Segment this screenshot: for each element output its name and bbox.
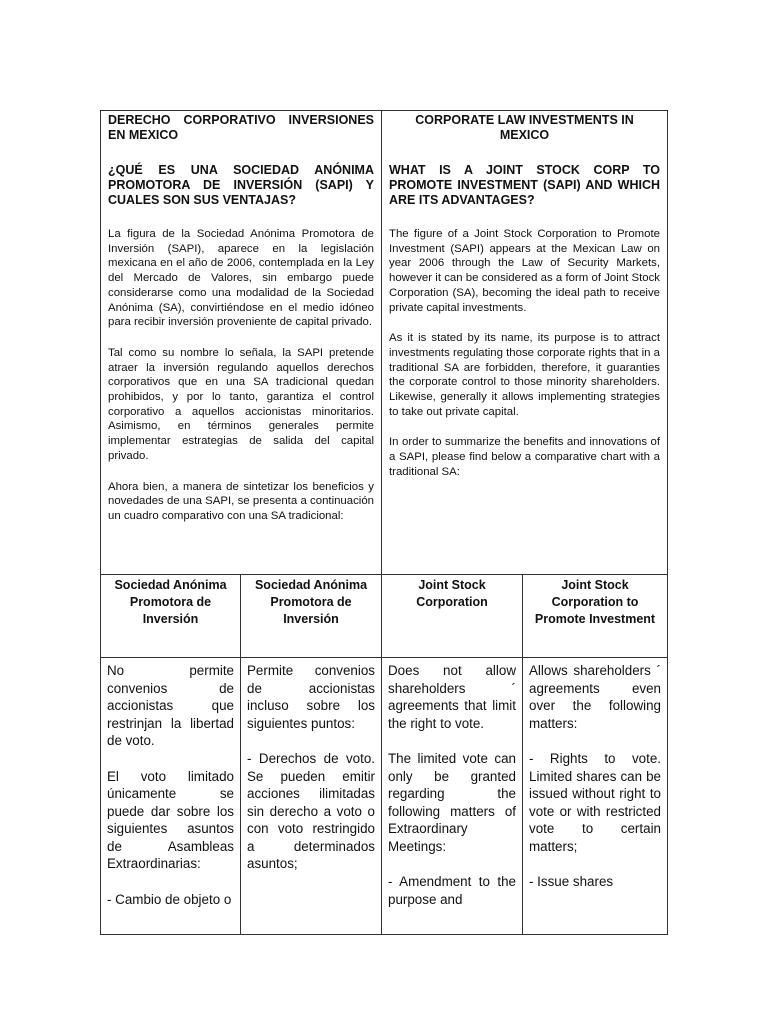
- column-header: Joint Stock Corporation: [382, 575, 523, 658]
- cell-paragraph: - Issue shares: [529, 874, 614, 889]
- table-cell: [101, 658, 241, 935]
- cell-paragraph: Allows shareholders ´ agreements even over the following matters:: [529, 663, 661, 731]
- english-title: CORPORATE LAW INVESTMENTS IN MEXICO: [415, 113, 634, 142]
- column-header: Joint Stock Corporation to Promote Investment: [523, 575, 668, 658]
- cell-paragraph: - Derechos de voto. Se pueden emitir acciones ilimitadas sin derecho a voto o con voto restringido a determinados asuntos;: [247, 751, 375, 871]
- sapi-table: [100, 110, 668, 935]
- cell-paragraph: - Cambio de objeto o: [107, 891, 232, 907]
- cell-paragraph: The limited vote can only be granted regarding the following matters of Extraordinary Meetings:: [388, 751, 516, 854]
- cell-paragraph: Does not allow shareholders ´ agreements that limit the right to vote.: [388, 663, 516, 731]
- document-page: [100, 110, 667, 935]
- intro-english-cell: [382, 111, 668, 575]
- cell-paragraph: Permite convenios de accionistas incluso sobre los siguientes puntos:: [247, 663, 375, 731]
- column-header: Sociedad Anónima Promotora de Inversión: [101, 575, 241, 658]
- comparison-row: [101, 658, 668, 935]
- table-cell: [382, 658, 523, 935]
- spanish-paragraph-3: Ahora bien, a manera de sintetizar los beneficios y novedades de una SAPI, se presenta a continuación un cuadro comparativo con una SA tradicional:: [108, 480, 374, 522]
- intro-row: [101, 111, 668, 575]
- english-paragraph-1: The figure of a Joint Stock Corporation to Promote Investment (SAPI) appears at the Mexican Law on year 2006 through the Law of Security Markets, however it can be considered as a form of Joint Stock Corporation (SA), becoming the ideal path to receive private capital investments.: [389, 228, 660, 314]
- english-paragraph-2: As it is stated by its name, its purpose is to attract investments regulating those corporate rights that in a traditional SA are forbidden, therefore, it guaranties the corporate control to those minority shareholders. Likewise, generally it allows implementing strategies to take out private capital.: [389, 332, 660, 418]
- spanish-question: ¿QUÉ ES UNA SOCIEDAD ANÓNIMA PROMOTORA DE INVERSIÓN (SAPI) Y CUALES SON SUS VENTAJAS?: [108, 163, 374, 207]
- cell-paragraph: - Amendment to the purpose and: [388, 874, 516, 907]
- spanish-paragraph-2: Tal como su nombre lo señala, la SAPI pretende atraer la inversión regulando aquellos derechos corporativos que en una SA tradicional quedan prohibidos, y por lo tanto, garantiza el control corporativo a aquellos accionistas minoritarios. Asimismo, en términos generales permite implementar estrategias de salida del capital privado.: [108, 346, 374, 462]
- table-cell: [241, 658, 382, 935]
- english-question: WHAT IS A JOINT STOCK CORP TO PROMOTE INVESTMENT (SAPI) AND WHICH ARE ITS ADVANTAGES?: [389, 163, 660, 207]
- table-cell: [523, 658, 668, 935]
- cell-paragraph: No permite convenios de accionistas que restrinjan la libertad de voto.: [107, 663, 234, 748]
- spanish-paragraph-1: La figura de la Sociedad Anónima Promotora de Inversión (SAPI), aparece en la legislación mexicana en el año de 2006, contemplada en la Ley del Mercado de Valores, sin embargo puede considerarse como una modalidad de la Sociedad Anónima (SA), convirtiéndose en el medio idóneo para recibir inversión proveniente de capital privado.: [108, 228, 374, 329]
- spanish-title: DERECHO CORPORATIVO INVERSIONES EN MEXICO: [108, 113, 374, 142]
- english-paragraph-3: In order to summarize the benefits and innovations of a SAPI, please find below a comparative chart with a traditional SA:: [389, 436, 660, 478]
- intro-spanish-cell: [101, 111, 382, 575]
- column-header: Sociedad Anónima Promotora de Inversión: [241, 575, 382, 658]
- cell-paragraph: - Rights to vote. Limited shares can be issued without right to vote or with restricted vote to certain matters;: [529, 751, 661, 854]
- cell-paragraph: El voto limitado únicamente se puede dar sobre los siguientes asuntos de Asambleas Extraordinarias:: [107, 768, 234, 871]
- comparison-header-row: [101, 575, 668, 658]
